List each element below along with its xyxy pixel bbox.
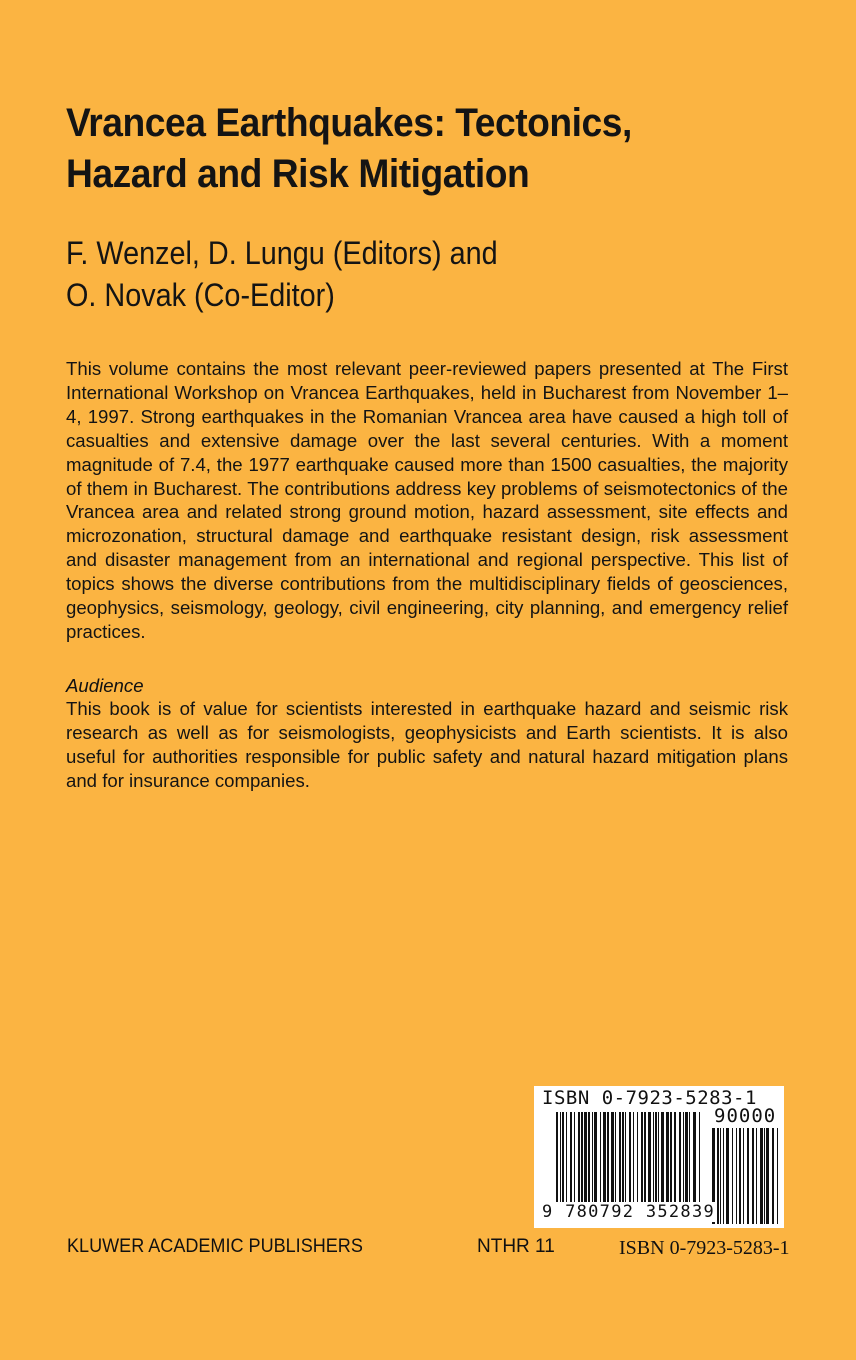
- editors: [66, 232, 750, 316]
- footer-isbn: ISBN 0-7923-5283-1: [619, 1237, 790, 1259]
- editors-line-2: O. Novak (Co-Editor): [66, 277, 335, 313]
- barcode-bar: [732, 1128, 733, 1224]
- barcode-isbn: ISBN 0-7923-5283-1: [542, 1087, 757, 1109]
- barcode-bar: [633, 1112, 634, 1208]
- barcode-bar: [653, 1112, 654, 1208]
- barcode-bar: [592, 1112, 593, 1208]
- audience-heading: Audience: [66, 675, 144, 696]
- barcode-bar: [637, 1112, 638, 1208]
- book-description: [66, 357, 788, 644]
- barcode-bar: [693, 1112, 696, 1208]
- barcode-bar: [723, 1128, 724, 1224]
- barcode-bar: [603, 1112, 606, 1208]
- barcode-bar: [756, 1128, 757, 1224]
- barcode-bar: [661, 1112, 664, 1208]
- barcode-bar: [747, 1128, 749, 1224]
- barcode-bar: [556, 1112, 558, 1208]
- barcode-bar: [570, 1112, 572, 1208]
- barcode-bar: [736, 1128, 737, 1224]
- barcode-bar: [666, 1112, 669, 1208]
- barcode-bar: [752, 1128, 754, 1224]
- book-title-line-1: Vrancea Earthquakes: Tectonics,: [66, 101, 632, 145]
- barcode-bar: [766, 1128, 769, 1224]
- barcode-bar: [699, 1112, 700, 1208]
- editors-line-1: F. Wenzel, D. Lungu (Editors) and: [66, 235, 498, 271]
- barcode-bar: [760, 1128, 763, 1224]
- barcode-bar: [644, 1112, 646, 1208]
- barcode-bar: [615, 1112, 616, 1208]
- barcode-bar: [689, 1112, 690, 1208]
- barcode-bar: [560, 1112, 561, 1208]
- barcode-bar: [611, 1112, 614, 1208]
- barcode-addon: 90000: [714, 1105, 777, 1127]
- barcode-bar: [739, 1128, 741, 1224]
- barcode-bar: [726, 1128, 729, 1224]
- barcode-bar: [625, 1112, 626, 1208]
- barcode-bar: [600, 1112, 601, 1208]
- barcode-bar: [641, 1112, 643, 1208]
- barcode-bar: [683, 1112, 684, 1208]
- barcode-bar: [578, 1112, 580, 1208]
- series-number: NTHR 11: [477, 1236, 555, 1257]
- barcode-bar: [679, 1112, 681, 1208]
- barcode-bar: [584, 1112, 587, 1208]
- book-title-line-2: Hazard and Risk Mitigation: [66, 152, 530, 196]
- publisher-name: KLUWER ACADEMIC PUBLISHERS: [67, 1236, 363, 1257]
- barcode-bar: [588, 1112, 590, 1208]
- barcode-bar: [720, 1128, 721, 1224]
- barcode-bar: [674, 1112, 676, 1208]
- barcode-bar: [574, 1112, 575, 1208]
- barcode-label: [534, 1086, 784, 1228]
- barcode-ean-digits: 9 780792 352839: [542, 1202, 716, 1222]
- barcode-bar: [743, 1128, 744, 1224]
- book-title: [66, 98, 773, 200]
- barcode-bar: [685, 1112, 688, 1208]
- barcode-bar: [655, 1112, 657, 1208]
- description-paragraph: This volume contains the most relevant peer-reviewed papers presented at The First International Workshop on Vrancea Earthquakes, held in Bucharest from November 1–4, 1997. Strong earthquakes in the Romanian Vrancea area have caused a high toll of casualties and extensive damage over the last several centuries. With a moment magnitude of 7.4, the 1977 earthquake caused more than 1500 casualties, the majority of them in Bucharest. The contributions address key problems of seismotectonics of the Vrancea area and related strong ground motion, hazard assessment, site effects and microzonation, structural damage and earthquake resistant design, risk assessment and disaster management from an international and regional perspective. This list of topics shows the diverse contributions from the multidisciplinary fields of geosciences, geophysics, seismology, geology, civil engineering, city planning, and emergency relief practices.: [66, 358, 788, 642]
- barcode-bar: [648, 1112, 651, 1208]
- barcode-bar: [717, 1128, 719, 1224]
- audience-text: This book is of value for scientists interested in earthquake hazard and seismic risk research as well as for seismologists, geophysicists and Earth scientists. It is also useful for authorities responsible for public safety and natural hazard mitigation plans and for insurance companies.: [66, 698, 788, 791]
- barcode-bar: [607, 1112, 609, 1208]
- barcode-bar: [581, 1112, 583, 1208]
- barcode-bar: [777, 1128, 778, 1224]
- barcode-bar: [658, 1112, 659, 1208]
- barcode-bar: [764, 1128, 765, 1224]
- barcode-bar: [619, 1112, 621, 1208]
- barcode-bar: [772, 1128, 774, 1224]
- barcode-bar: [562, 1112, 564, 1208]
- barcode-bar: [670, 1112, 672, 1208]
- barcode-bar: [594, 1112, 597, 1208]
- barcode-bar: [629, 1112, 631, 1208]
- barcode-bar: [566, 1112, 567, 1208]
- barcode-bar: [622, 1112, 624, 1208]
